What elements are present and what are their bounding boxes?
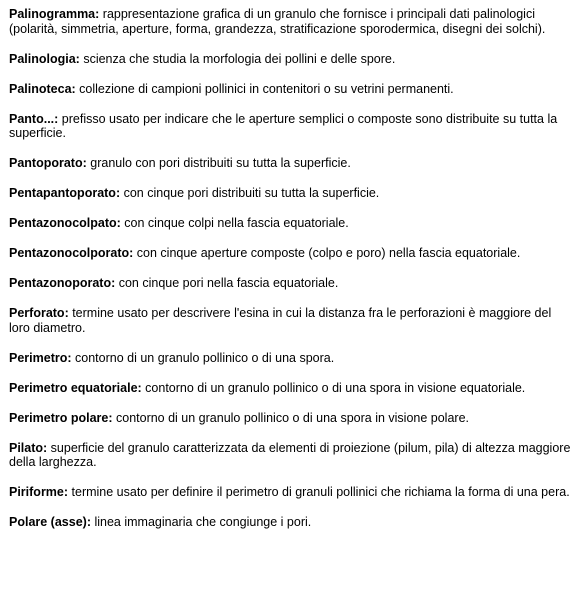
glossary-definition: con cinque colpi nella fascia equatoriale.: [120, 216, 349, 230]
glossary-definition: scienza che studia la morfologia dei pollini e delle spore.: [79, 51, 396, 66]
glossary-definition: contorno di un granulo pollinico o di una spora.: [71, 350, 335, 365]
glossary-definition: granulo con pori distribuiti su tutta la superficie.: [86, 156, 351, 170]
glossary-definition: prefisso usato per indicare che le aperture semplici o composte sono distribuite su tutta la superficie.: [9, 111, 558, 140]
glossary-entry: [9, 156, 571, 171]
glossary-definition: termine usato per descrivere l'esina in cui la distanza fra le perforazioni è maggiore del loro diametro.: [9, 306, 552, 335]
glossary-entry: [9, 485, 571, 500]
glossary-definition: contorno di un granulo pollinico o di una spora in visione equatoriale.: [141, 380, 526, 395]
glossary-term: Pentazonoporato:: [9, 276, 116, 290]
glossary-definition: linea immaginaria che congiunge i pori.: [90, 515, 312, 529]
glossary-entry: [9, 7, 571, 36]
glossary-term: Perimetro equatoriale:: [9, 380, 142, 395]
glossary-definition: termine usato per definire il perimetro di granuli pollinici che richiama la forma di una pera.: [68, 485, 570, 499]
glossary-term: Perforato:: [9, 306, 69, 320]
glossary-entry: [9, 216, 571, 231]
glossary-definition: contorno di un granulo pollinico o di una spora in visione polare.: [112, 410, 469, 425]
glossary-term: Pilato:: [9, 440, 48, 455]
glossary-term: Pantoporato:: [9, 156, 87, 170]
glossary-term: Perimetro polare:: [9, 410, 113, 425]
glossary-entry: [9, 186, 571, 201]
glossary-term: Palinoteca:: [9, 81, 76, 96]
glossary-entry: [9, 351, 571, 366]
glossary-term: Pentazonocolporato:: [9, 246, 134, 260]
glossary-entry: [9, 52, 571, 67]
glossary-term: Polare (asse):: [9, 515, 91, 529]
glossary-term: Pentapantoporato:: [9, 186, 121, 200]
glossary-entry: [9, 411, 571, 426]
glossary-entry: [9, 306, 571, 335]
glossary-entry: [9, 82, 571, 97]
glossary-entry: [9, 441, 571, 470]
glossary-definition: superficie del granulo caratterizzata da elementi di proiezione (pilum, pila) di altezza maggiore della larghezza.: [9, 440, 571, 469]
glossary-entry: [9, 246, 571, 261]
glossary-term: Panto...:: [9, 111, 59, 126]
glossary-term: Palinologia:: [9, 51, 80, 66]
glossary-entry: [9, 112, 571, 141]
glossary-entry: [9, 381, 571, 396]
glossary-definition: rappresentazione grafica di un granulo che fornisce i principali dati palinologici (polarità, simmetria, aperture, forma, grandezza, stratificazione sporodermica, disegni dei solchi).: [9, 7, 546, 36]
glossary-term: Pentazonocolpato:: [9, 216, 121, 230]
glossary-entry: [9, 276, 571, 291]
glossary-entry: [9, 515, 571, 530]
glossary-term: Piriforme:: [9, 485, 69, 499]
glossary-definition: con cinque pori distribuiti su tutta la superficie.: [120, 186, 380, 200]
glossary-definition: collezione di campioni pollinici in contenitori o su vetrini permanenti.: [75, 81, 454, 96]
glossary-term: Perimetro:: [9, 350, 72, 365]
glossary-term: Palinogramma:: [9, 7, 100, 21]
glossary-definition: con cinque aperture composte (colpo e poro) nella fascia equatoriale.: [133, 246, 521, 260]
glossary-definition: con cinque pori nella fascia equatoriale.: [115, 276, 339, 290]
